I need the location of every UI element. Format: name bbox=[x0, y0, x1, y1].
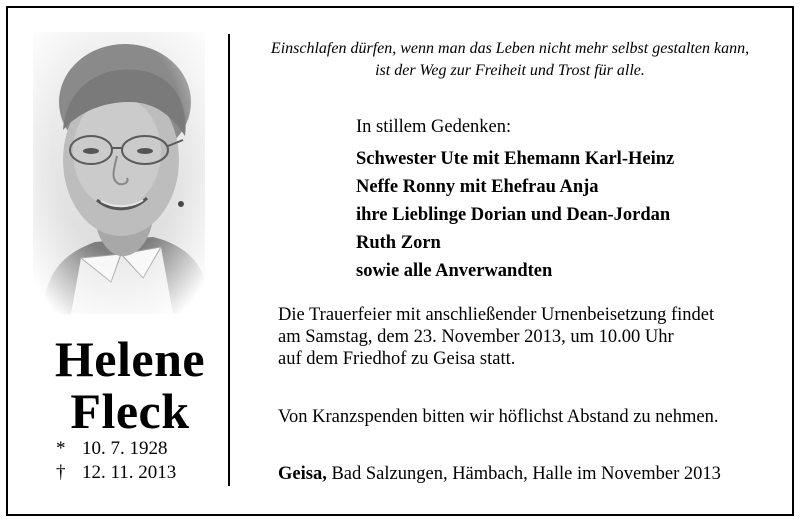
birth-symbol: * bbox=[56, 438, 66, 459]
verse-line-2: ist der Weg zur Freiheit und Trost für alle. bbox=[375, 62, 645, 79]
portrait-image bbox=[33, 32, 205, 314]
mourner-line: Neffe Ronny mit Ehefrau Anja bbox=[356, 177, 599, 197]
mourners-list bbox=[356, 145, 674, 285]
portrait-photo bbox=[33, 32, 205, 314]
mourner-line: Schwester Ute mit Ehemann Karl-Heinz bbox=[356, 149, 675, 169]
signature-line bbox=[278, 463, 721, 485]
first-name: Helene bbox=[54, 331, 206, 387]
funeral-line-2: am Samstag, dem 23. November 2013, um 10.00 Uhr bbox=[278, 327, 674, 347]
signature-rest: Bad Salzungen, Hämbach, Halle im November 2013 bbox=[331, 464, 721, 484]
cross-symbol: † bbox=[56, 462, 66, 483]
funeral-line-1: Die Trauerfeier mit anschließender Urnenbeisetzung findet bbox=[278, 305, 715, 325]
mourner-line: sowie alle Anverwandten bbox=[356, 261, 553, 281]
signature-place: Geisa, bbox=[278, 464, 327, 484]
verse-line-1: Einschlafen dürfen, wenn man das Leben nicht mehr selbst gestalten kann, bbox=[270, 40, 750, 57]
last-name: Fleck bbox=[70, 383, 190, 439]
death-date-line bbox=[56, 462, 176, 484]
memorial-intro: In stillem Gedenken: bbox=[356, 117, 512, 137]
vertical-divider bbox=[228, 34, 230, 486]
funeral-line-3: auf dem Friedhof zu Geisa statt. bbox=[278, 349, 516, 369]
birth-date: 10. 7. 1928 bbox=[82, 438, 168, 459]
death-date: 12. 11. 2013 bbox=[82, 462, 177, 483]
wreath-note: Von Kranzspenden bitten wir höflichst Abstand zu nehmen. bbox=[278, 407, 719, 427]
birth-date-line bbox=[56, 438, 168, 460]
mourner-line: ihre Lieblinge Dorian und Dean-Jordan bbox=[356, 205, 671, 225]
funeral-info bbox=[278, 304, 714, 370]
mourner-line: Ruth Zorn bbox=[356, 233, 441, 253]
